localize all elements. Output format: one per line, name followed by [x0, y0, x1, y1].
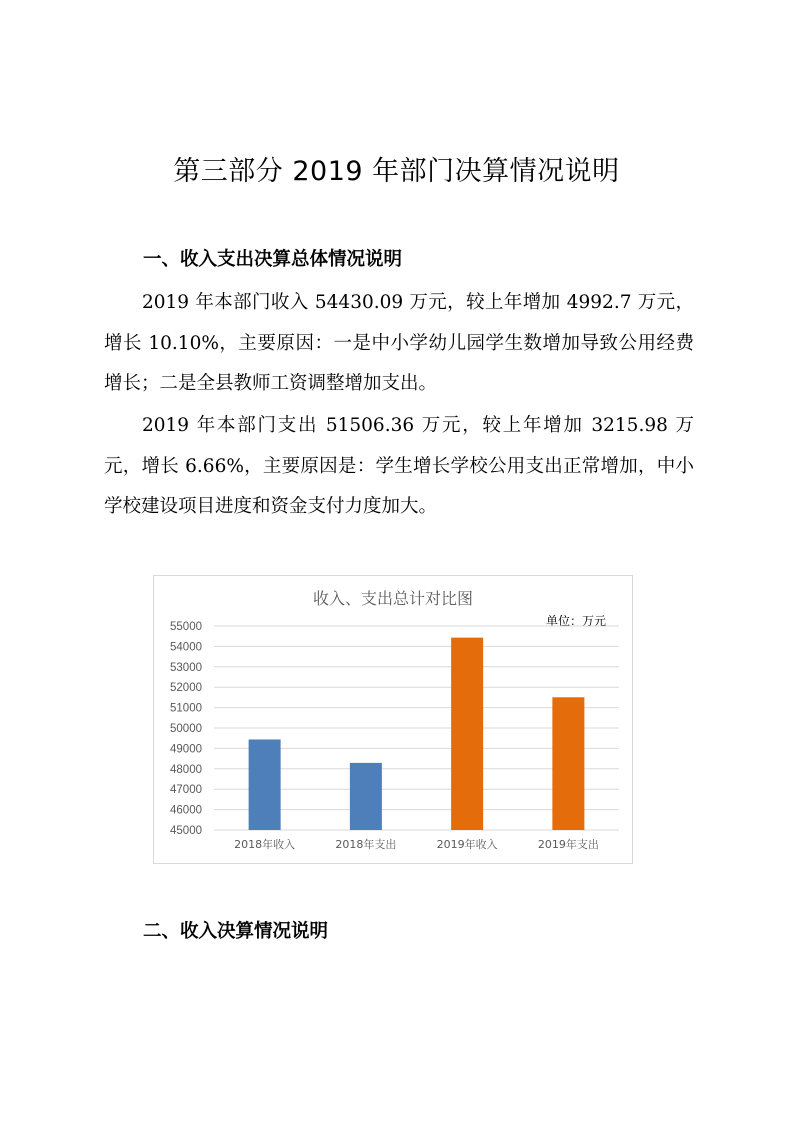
- y-tick-label: 50000: [170, 723, 202, 735]
- chart-title: 收入、支出总计对比图: [312, 589, 474, 608]
- chart-canvas: [154, 576, 632, 863]
- y-tick-label: 55000: [170, 621, 202, 633]
- x-category-label: 2019年支出: [537, 838, 599, 851]
- bar-1: [350, 763, 382, 830]
- chart-unit-label: 单位：万元: [545, 614, 606, 628]
- y-tick-label: 53000: [170, 661, 202, 674]
- bar-3: [552, 697, 584, 830]
- x-axis-categories: [234, 837, 599, 851]
- paragraph-income-summary: 2019 年本部门收入 54430.09 万元，较上年增加 4992.7 万元，增长 10.10%，主要原因：一是中小学幼儿园学生数增加导致公用经费增长；二是全县教师工资调整增加支出。: [104, 292, 694, 394]
- income-expenditure-chart: [153, 575, 633, 864]
- section-heading-income-expenditure-overview: 一、收入支出决算总体情况说明: [143, 249, 403, 270]
- y-tick-label: 47000: [170, 784, 202, 797]
- page-title: 第三部分 2019 年部门决算情况说明: [173, 156, 620, 187]
- y-tick-label: 51000: [170, 702, 202, 715]
- y-tick-label: 46000: [170, 804, 202, 817]
- x-category-label: 2018年收入: [234, 838, 296, 851]
- y-tick-label: 48000: [170, 763, 202, 776]
- x-category-label: 2018年支出: [335, 838, 397, 851]
- bar-0: [249, 739, 281, 830]
- section-heading-income-detail: 二、收入决算情况说明: [143, 921, 329, 942]
- y-axis-ticks: [170, 621, 202, 837]
- y-tick-label: 52000: [170, 682, 202, 695]
- bar-2: [451, 638, 483, 830]
- y-tick-label: 49000: [170, 743, 202, 756]
- y-tick-label: 54000: [170, 641, 202, 654]
- x-category-label: 2019年收入: [436, 838, 498, 851]
- paragraph-expenditure-summary: 2019 年本部门支出 51506.36 万元，较上年增加 3215.98 万元，增长 6.66%，主要原因是：学生增长学校公用支出正常增加，中小学校建设项目进度和资金支付力度加大。: [104, 415, 694, 517]
- y-tick-label: 45000: [170, 825, 202, 837]
